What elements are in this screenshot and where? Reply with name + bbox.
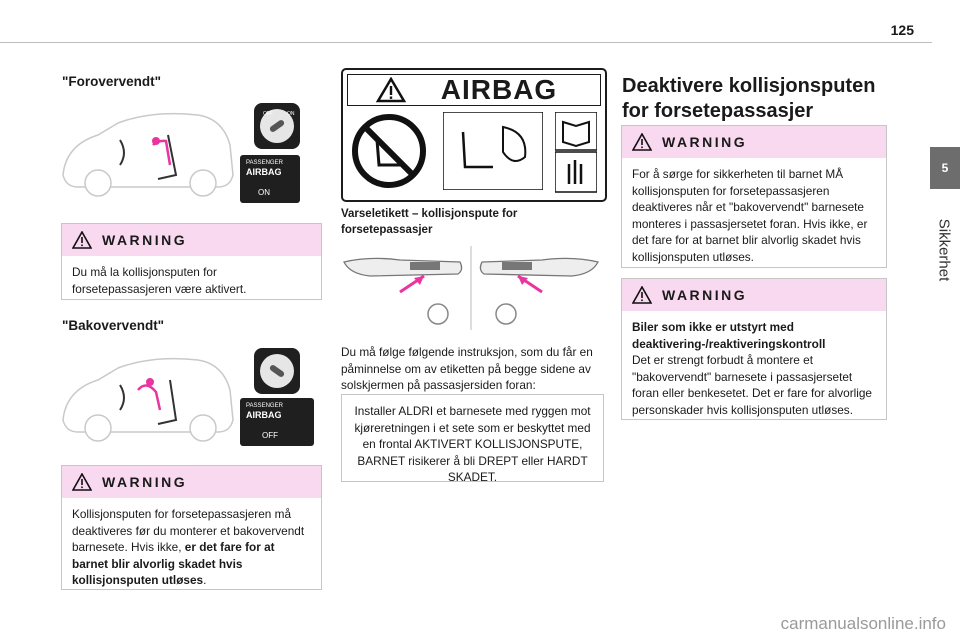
warning-text: Kollisjonsputen for forsetepassasjeren må deaktiveres før du monterer et bakovervendt barnesete. Hvis ikke, er det fare for at barnet blir alvorlig skadet hvis kollisjonsputen utløses. (72, 507, 305, 587)
rear-warning-box (61, 465, 322, 590)
forward-warning-box (61, 223, 322, 300)
warning-title: WARNING (102, 232, 188, 248)
no-rear-seat-icon (349, 110, 429, 192)
svg-text:ON: ON (287, 111, 295, 117)
section-heading: Deaktivere kollisjonsputen for forsetepassasjer (622, 75, 876, 122)
svg-text:OFF: OFF (263, 111, 273, 117)
chapter-tab[interactable]: 5 (930, 147, 960, 189)
car-rear-seat-illustration (58, 350, 238, 445)
manual-book-icon (555, 112, 597, 194)
label-caption: Varseletikett – kollisjonspute for forsetepassasjer (341, 208, 518, 236)
passenger-airbag-off-panel: PASSENGER AIRBAG OFF (240, 398, 314, 446)
airbag-warning-label: AIRBAG (341, 68, 607, 202)
instruction-text: Du må følge følgende instruksjon, som du får en påminnelse om av etiketten på begge sidene av solskjermen på passasjersiden foran: (341, 345, 593, 392)
seat-airbag-icon (443, 112, 543, 190)
warning-title: WARNING (102, 474, 188, 490)
header-divider (0, 42, 932, 43)
page-number: 125 (890, 22, 914, 38)
warning-text: For å sørge for sikkerheten til barnet MÅ kollisjonsputen for forsetepassasjeren deaktiveres når et "bakovervendt" barnesete monteres i passasjersetet foran. Hvis ikke, er det fare for at barnet blir alvorlig skadet hvis kollisjonsputen utløses. (632, 167, 868, 264)
warning-text: Du må la kollisjonsputen for forsetepassasjeren være aktivert. (72, 265, 247, 296)
warning-triangle-icon (632, 286, 652, 304)
passenger-airbag-on-panel: PASSENGER AIRBAG ON (240, 155, 300, 203)
deactivate-warning-box (621, 125, 887, 268)
warning-triangle-icon (72, 473, 92, 491)
no-control-warning-box (621, 278, 887, 420)
sun-visor-labels-illustration (340, 242, 602, 334)
warning-triangle-icon (376, 77, 406, 103)
warning-triangle-icon (72, 231, 92, 249)
car-forward-seat-illustration (58, 105, 238, 200)
warning-title: WARNING (662, 134, 748, 150)
airbag-key-switch-on (254, 103, 300, 149)
rear-facing-heading: "Bakovervendt" (62, 318, 165, 333)
danger-notice-box: Installer ALDRI et barnesete med ryggen mot kjøreretningen i et sete som er beskyttet med en frontal AKTIVERT KOLLISJONSPUTE, BARNET risikerer å bli DREPT eller HARDT SKADET. (341, 394, 604, 482)
forward-facing-heading: "Forovervendt" (62, 74, 162, 89)
watermark-footer[interactable]: carmanualsonline.info (780, 614, 946, 633)
warning-text: Biler som ikke er utstyrt med deaktivering-/reaktiveringskontroll Det er strengt forbudt å montere et "bakovervendt" barnesete i passasjersetet foran eller benkesetet. Det er fare for alvorlige personskader hvis kollisjonsputen utløses. (632, 320, 872, 417)
airbag-key-switch-off (254, 348, 300, 394)
chapter-label: Sikkerhet (935, 218, 953, 282)
warning-triangle-icon (632, 133, 652, 151)
warning-title: WARNING (662, 287, 748, 303)
